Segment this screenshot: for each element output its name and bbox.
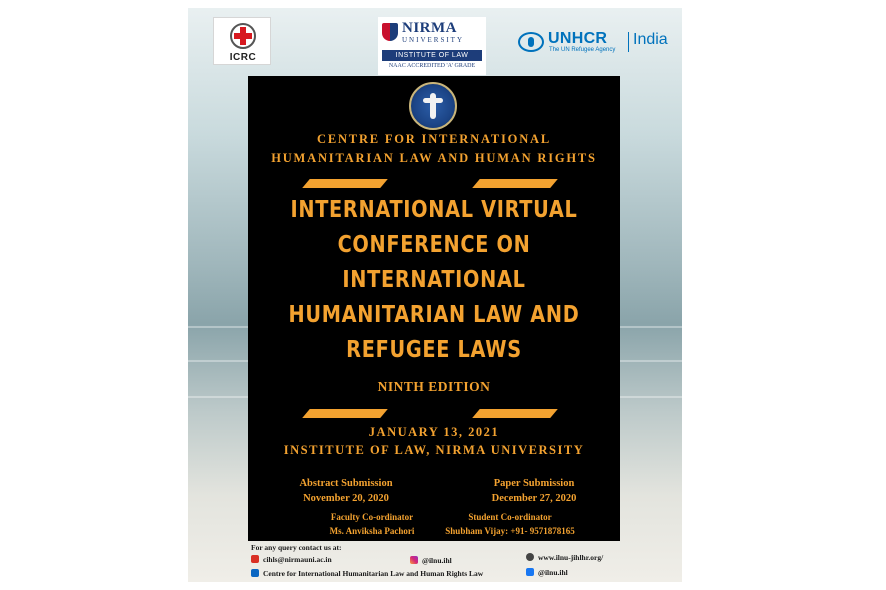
unhcr-logo-divider <box>628 32 629 52</box>
centre-name-line-2: HUMANITARIAN LAW AND HUMAN RIGHTS <box>271 151 597 165</box>
seal-figure-shape <box>430 93 436 119</box>
globe-icon <box>526 553 534 561</box>
faculty-coordinator-label: Faculty Co-ordinator <box>330 512 414 522</box>
nirma-shield-icon <box>382 23 398 41</box>
student-coordinator-label: Student Co-ordinator <box>468 512 552 522</box>
abstract-submission-label: Abstract Submission <box>299 478 393 489</box>
centre-seal-icon <box>409 82 457 130</box>
nirma-logo-institute: INSTITUTE OF LAW <box>395 52 469 59</box>
paper-submission-label: Paper Submission <box>493 478 575 489</box>
event-date: JANUARY 13, 2021 <box>368 425 500 439</box>
faculty-coordinator-name: Ms. Anviksha Pachori <box>329 526 415 536</box>
paper-submission-date: December 27, 2020 <box>491 493 577 504</box>
contact-website[interactable]: www.ilnu-jihlhr.org/ <box>538 553 604 562</box>
instagram-icon <box>410 556 418 564</box>
nirma-logo-name: NIRMA <box>402 20 457 36</box>
centre-name-line-1: CENTRE FOR INTERNATIONAL <box>317 132 551 146</box>
orange-parallelogram-decoration <box>302 179 388 188</box>
contact-instagram[interactable]: @ilnu.ihl <box>422 556 452 565</box>
contact-query-text: For any query contact us at: <box>251 543 342 552</box>
contact-email[interactable]: cihls@nirmauni.ac.in <box>263 555 332 564</box>
abstract-submission-date: November 20, 2020 <box>303 493 389 504</box>
nirma-logo-accreditation: NAAC ACCREDITED 'A' GRADE <box>388 63 476 69</box>
unhcr-emblem-icon <box>518 32 544 52</box>
nirma-university-logo <box>378 17 486 75</box>
linkedin-icon <box>251 569 259 577</box>
poster-black-panel <box>248 76 620 541</box>
conference-title-line-1: INTERNATIONAL VIRTUAL <box>290 197 578 223</box>
red-cross-icon-bar <box>234 33 252 39</box>
icrc-logo-text: ICRC <box>229 52 257 63</box>
icrc-logo <box>213 17 271 65</box>
facebook-icon <box>526 568 534 576</box>
conference-title <box>248 193 620 368</box>
conference-poster <box>188 8 682 582</box>
unhcr-logo-name: UNHCR <box>548 30 608 47</box>
unhcr-logo-country: India <box>633 31 668 48</box>
conference-title-line-5: REFUGEE LAWS <box>346 337 522 363</box>
conference-title-line-4: HUMANITARIAN LAW AND <box>288 302 580 328</box>
orange-parallelogram-decoration <box>472 179 558 188</box>
unhcr-logo-tagline: The UN Refugee Agency <box>549 47 616 53</box>
contact-facebook[interactable]: @ilnu.ihl <box>538 568 568 577</box>
conference-title-line-3: INTERNATIONAL <box>342 267 526 293</box>
conference-title-line-2: CONFERENCE ON <box>337 232 531 258</box>
edition-label: NINTH EDITION <box>377 379 491 394</box>
unhcr-india-logo <box>518 30 678 56</box>
email-icon <box>251 555 259 563</box>
student-coordinator-contact: Shubham Vijay: +91- 9571878165 <box>445 526 575 536</box>
contact-linkedin[interactable]: Centre for International Humanitarian Law and Human Rights Law <box>263 569 484 578</box>
event-venue: INSTITUTE OF LAW, NIRMA UNIVERSITY <box>283 443 585 457</box>
nirma-logo-subtitle: UNIVERSITY <box>402 36 464 44</box>
orange-parallelogram-decoration <box>472 409 558 418</box>
orange-parallelogram-decoration <box>302 409 388 418</box>
